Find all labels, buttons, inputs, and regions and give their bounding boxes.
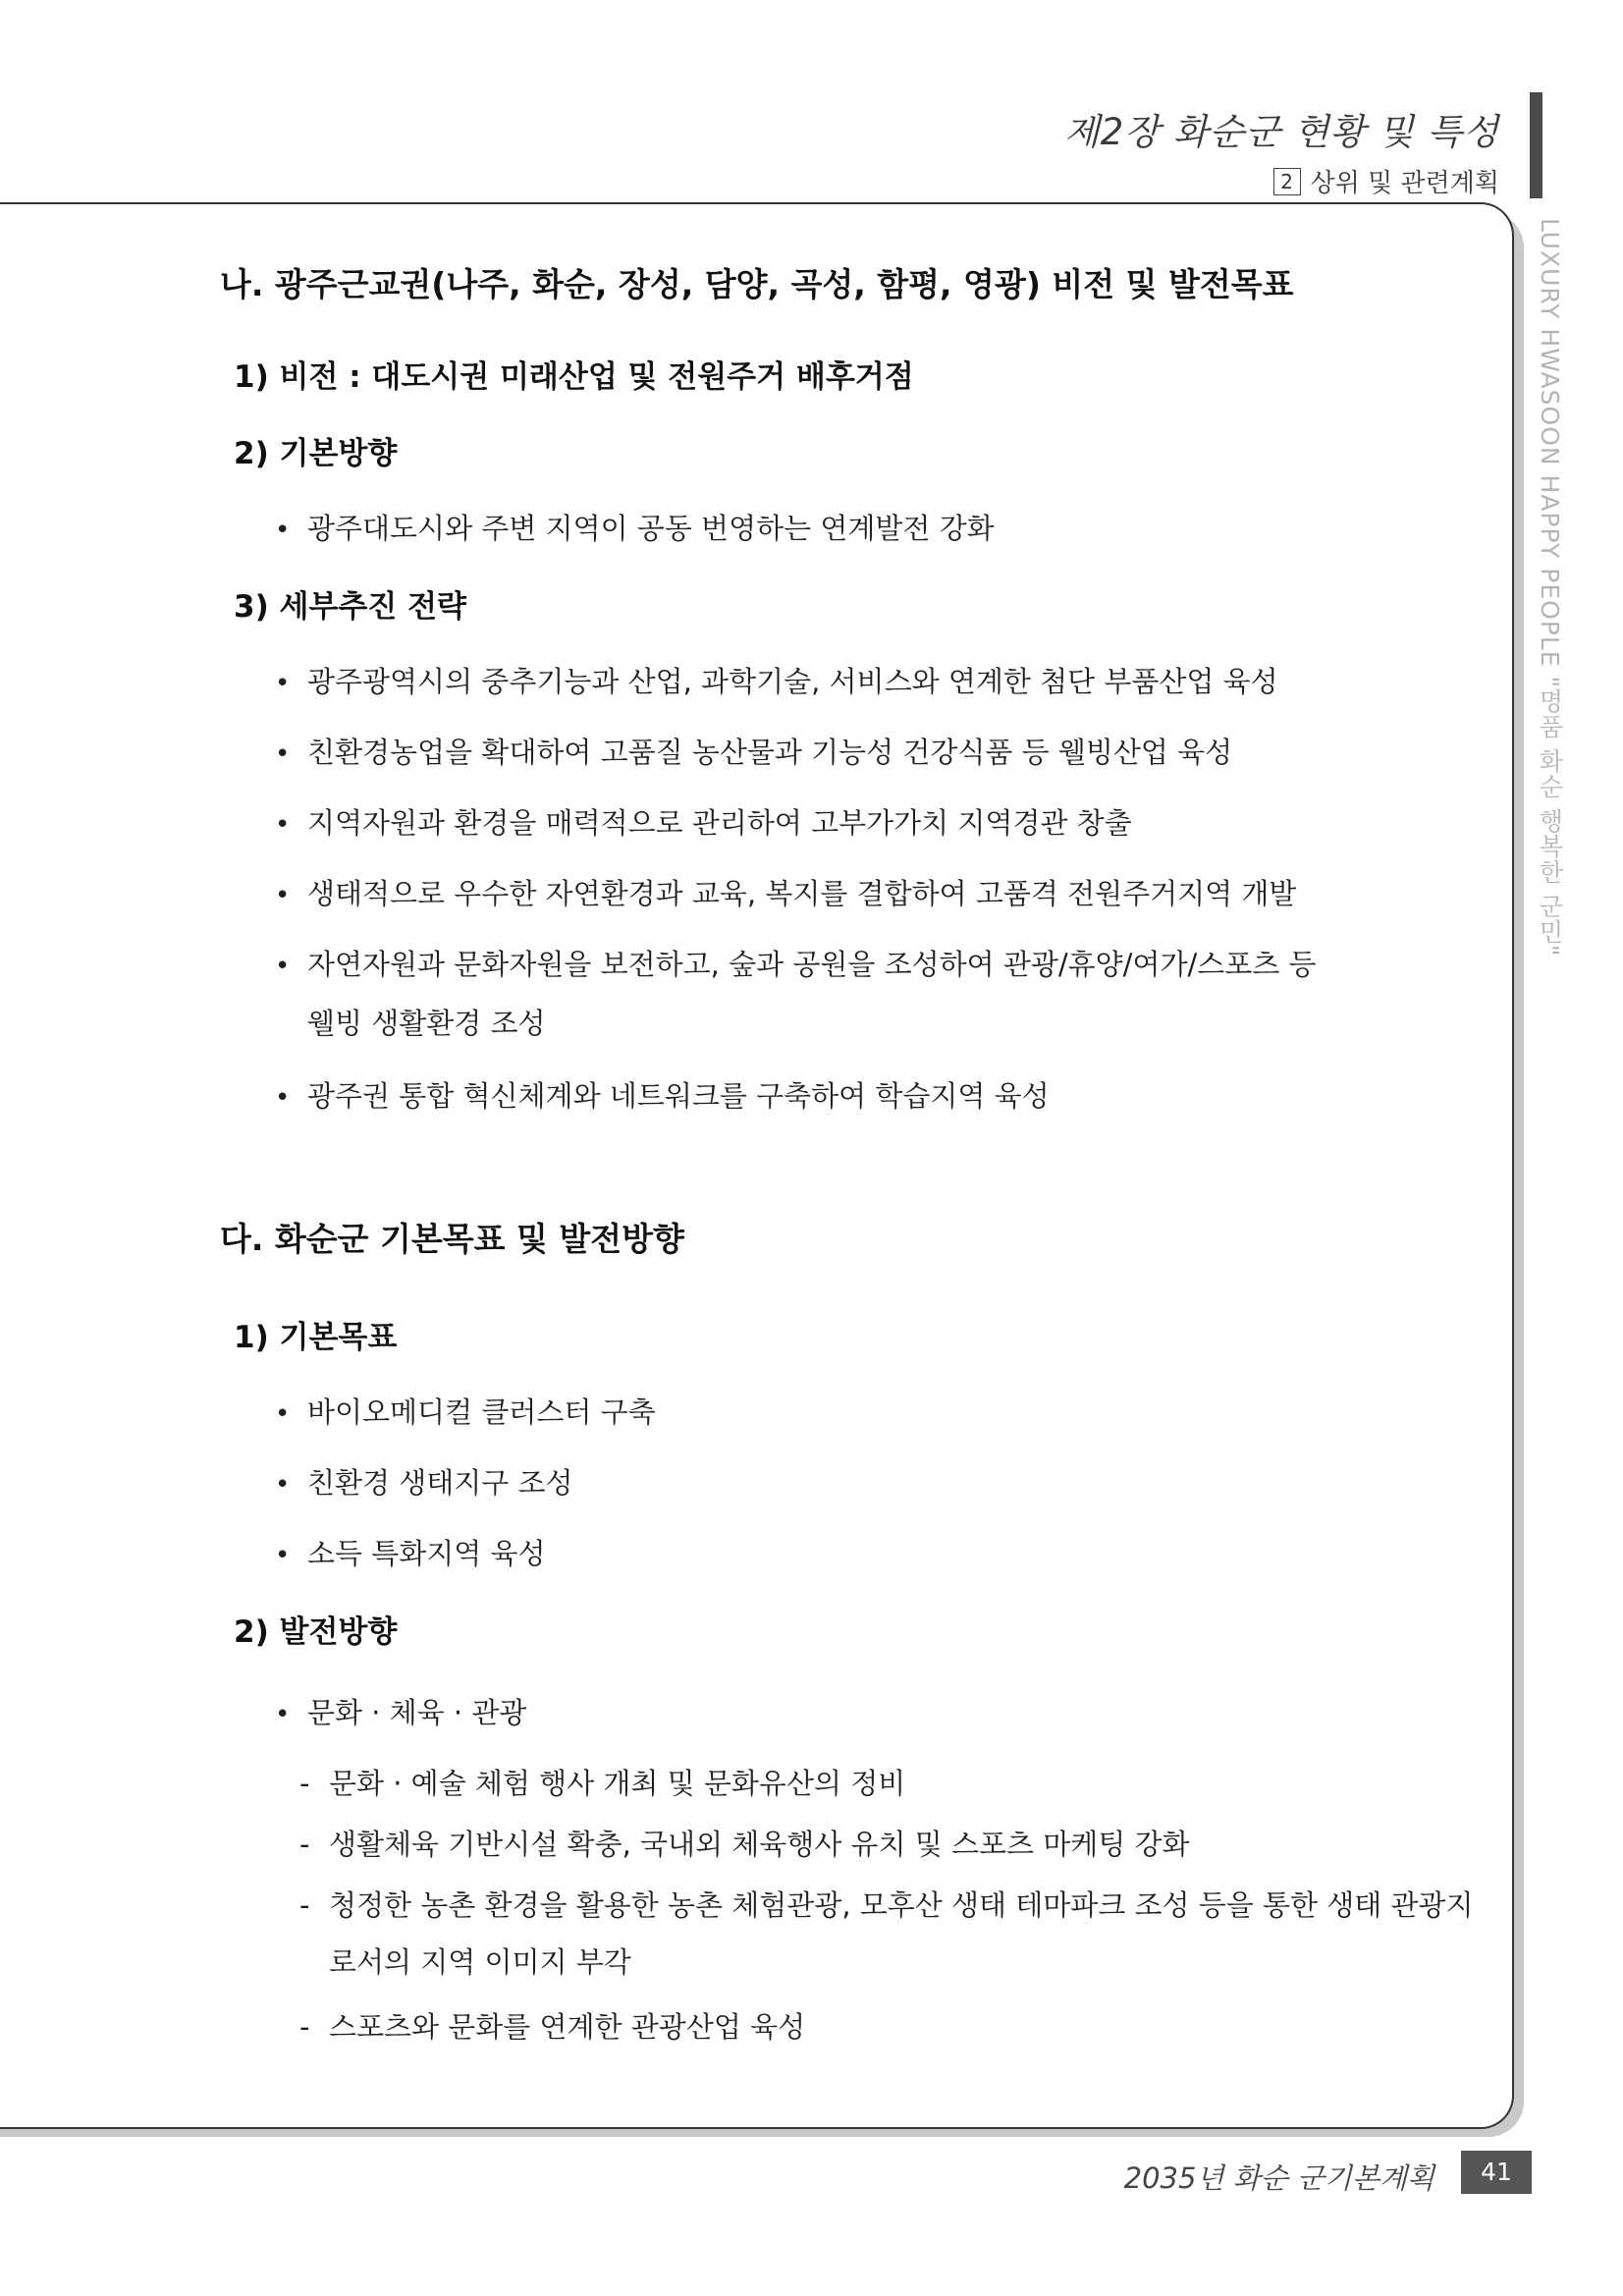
list-item: • 광주권 통합 혁신체계와 네트워크를 구축하여 학습지역 육성 — [275, 1079, 1050, 1113]
list-item: • 문화 · 체육 · 관광 — [275, 1696, 527, 1729]
list-item: • 생태적으로 우수한 자연환경과 교육, 복지를 결합하여 고품격 전원주거지역 개발 — [275, 877, 1297, 910]
section-na-heading: 나. 광주근교권(나주, 화순, 장성, 담양, 곡성, 함평, 영광) 비전 및 발전목표 — [220, 265, 1294, 303]
basic-goal-heading: 1) 기본목표 — [234, 1320, 398, 1355]
list-item: • 광주광역시의 중추기능과 산업, 과학기술, 서비스와 연계한 첨단 부품산업 육성 — [275, 665, 1278, 698]
bullet-icon: • — [275, 1541, 291, 1570]
bullet-icon: • — [275, 810, 291, 840]
vision-heading: 1) 비전 : 대도시권 미래산업 및 전원주거 배후거점 — [234, 359, 914, 395]
section-da-heading: 다. 화순군 기본목표 및 발전방향 — [220, 1220, 684, 1258]
bullet-icon: • — [275, 739, 291, 769]
list-item: • 소득 특화지역 육성 — [275, 1537, 546, 1570]
sub-list-item: - 문화 · 예술 체험 행사 개최 및 문화유산의 정비 — [299, 1767, 906, 1800]
sub-list-item: - 청정한 농촌 환경을 활용한 농촌 체험관광, 모후산 생태 테마파크 조성 등을 통한 생태 관광지 — [299, 1888, 1474, 1922]
header-accent-bar — [1530, 92, 1542, 198]
list-item: • 친환경농업을 확대하여 고품질 농산물과 기능성 건강식품 등 웰빙산업 육성 — [275, 736, 1233, 769]
development-direction-heading: 2) 발전방향 — [234, 1614, 398, 1650]
section-title: 상위 및 관련계획 — [1310, 169, 1499, 198]
bullet-icon: • — [275, 1700, 291, 1729]
list-item: • 친환경 생태지구 조성 — [275, 1466, 573, 1500]
list-item: • 광주대도시와 주변 지역이 공동 번영하는 연계발전 강화 — [275, 512, 995, 545]
basic-direction-heading: 2) 기본방향 — [234, 436, 398, 471]
bullet-icon: • — [275, 1470, 291, 1500]
sub-list-item: - 스포츠와 문화를 연계한 관광산업 육성 — [299, 2010, 806, 2044]
bullet-icon: • — [275, 1399, 291, 1429]
strategy-heading: 3) 세부추진 전략 — [234, 589, 466, 625]
section-number-box: 2 — [1273, 168, 1301, 195]
list-item: • 지역자원과 환경을 매력적으로 관리하여 고부가가치 지역경관 창출 — [275, 806, 1132, 840]
list-item: • 자연자원과 문화자원을 보전하고, 숲과 공원을 조성하여 관광/휴양/여가/스포츠 등 — [275, 948, 1317, 981]
list-item-continuation: 웰빙 생활환경 조성 — [307, 1007, 546, 1040]
section-subtitle — [1273, 163, 1499, 199]
bullet-icon: • — [275, 669, 291, 698]
side-slogan: LUXURY HWASOON HAPPY PEOPLE "명품 화순 행복한 군민" — [1536, 218, 1564, 957]
chapter-title: 제2장 화순군 현황 및 특성 — [1063, 111, 1499, 153]
bullet-icon: • — [275, 881, 291, 910]
bullet-icon: • — [275, 1083, 291, 1113]
list-item: • 바이오메디컬 클러스터 구축 — [275, 1395, 656, 1429]
sub-list-item: - 생활체육 기반시설 확충, 국내외 체육행사 유치 및 스포츠 마케팅 강화 — [299, 1828, 1190, 1861]
bullet-icon: • — [275, 952, 291, 981]
sub-list-item-continuation: 로서의 지역 이미지 부각 — [329, 1945, 631, 1979]
footer-title: 2035년 화순 군기본계획 — [1123, 2161, 1434, 2195]
page-number: 41 — [1461, 2151, 1532, 2194]
bullet-icon: • — [275, 516, 291, 545]
